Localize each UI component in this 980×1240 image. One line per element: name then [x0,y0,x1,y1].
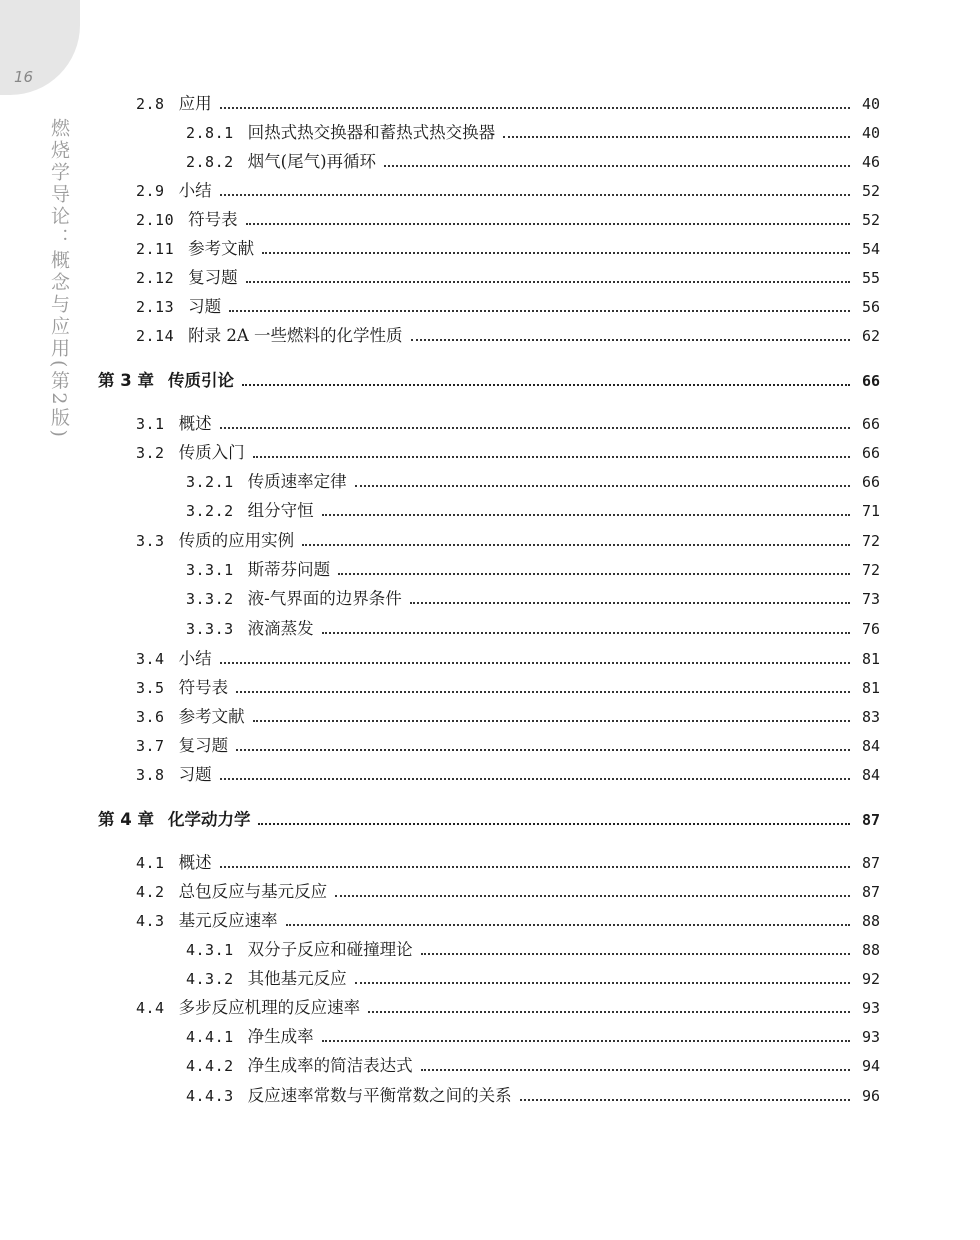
toc-entry [136,265,880,291]
toc-entry-page: 73 [861,590,880,608]
toc-entry-number: 3.7 [136,737,165,755]
toc-entry-number: 3.2 [136,444,165,462]
toc-entry-number: 2.11 [136,240,175,258]
toc-entry [186,1053,880,1079]
toc-entry-number: 4.4.2 [186,1057,234,1075]
dot-leader [236,691,850,693]
toc-entry-page: 94 [861,1057,880,1075]
dot-leader [220,427,850,429]
dot-leader [220,778,850,780]
toc-entry-title: 参考文献 [188,239,255,258]
dot-leader [253,720,850,722]
toc-entry-title: 习题 [188,297,222,316]
dot-leader [410,602,850,604]
toc-entry-page: 56 [861,298,880,316]
dot-leader [355,485,850,487]
toc-entry-page: 40 [861,95,880,113]
toc-entry-number: 4.3.1 [186,941,234,959]
toc-entry-number: 4.1 [136,854,165,872]
toc-entry-number: 4.2 [136,883,165,901]
toc-entry-title: 多步反应机理的反应速率 [178,998,361,1017]
toc-entry-page: 93 [861,1028,880,1046]
dot-leader [246,223,850,225]
toc-entry [136,323,880,349]
dot-leader [368,1011,850,1013]
toc-entry-number: 4.4.3 [186,1087,234,1105]
toc-entry [186,557,880,583]
toc-entry-number: 2.10 [136,211,175,229]
toc-entry [136,178,880,204]
toc-entry [136,704,880,730]
toc-entry-number: 4.4.1 [186,1028,234,1046]
dot-leader [322,514,850,516]
toc-entry-page: 87 [861,811,880,829]
toc-entry [136,411,880,437]
toc-entry-number: 3.3.3 [186,620,234,638]
toc-entry-title: 斯蒂芬问题 [247,560,331,579]
toc-entry-title: 符号表 [178,678,229,697]
toc-entry-page: 62 [861,327,880,345]
toc-entry-number: 3.4 [136,650,165,668]
toc-entry-title: 小结 [178,649,212,668]
dot-leader [355,982,850,984]
toc-entry-page: 87 [861,883,880,901]
toc-entry-number: 3.3.2 [186,590,234,608]
toc-entry-page: 66 [861,444,880,462]
toc-entry-number: 2.14 [136,327,175,345]
toc-entry [186,469,880,495]
toc-entry-page: 87 [861,854,880,872]
toc-entry [136,236,880,262]
dot-leader [220,866,850,868]
toc-entry-title: 组分守恒 [247,501,314,520]
dot-leader [220,107,850,109]
toc-entry-number: 3.3 [136,532,165,550]
dot-leader [421,953,850,955]
toc-entry-page: 92 [861,970,880,988]
toc-entry-page: 76 [861,620,880,638]
toc-entry [186,1083,880,1109]
toc-entry-page: 72 [861,532,880,550]
toc-entry [186,120,880,146]
toc-entry-number: 2.9 [136,182,165,200]
toc-entry-page: 93 [861,999,880,1017]
dot-leader [322,1040,850,1042]
toc-entry-page: 72 [861,561,880,579]
toc-entry [186,937,880,963]
dot-leader [322,632,850,634]
toc-entry-page: 71 [861,502,880,520]
toc-entry-number: 第 4 章 [98,810,154,829]
toc-entry-number: 3.6 [136,708,165,726]
dot-leader [220,662,850,664]
toc-entry [186,1024,880,1050]
toc-entry-page: 40 [861,124,880,142]
toc-entry-title: 符号表 [188,210,238,229]
dot-leader [242,384,850,386]
toc-entry [136,850,880,876]
toc-entry-title: 回热式热交换器和蓄热式热交换器 [247,123,496,142]
dot-leader [246,281,850,283]
toc-entry-title: 应用 [178,94,212,113]
toc-entry-title: 液-气界面的边界条件 [247,589,402,608]
toc-entry [186,586,880,612]
dot-leader [335,895,850,897]
toc-entry-title: 附录 2A 一些燃料的化学性质 [188,326,403,345]
toc-entry-page: 66 [861,473,880,491]
toc-entry-title: 习题 [178,765,212,784]
toc-entry-title: 传质速率定律 [247,472,347,491]
toc-entry-page: 81 [861,650,880,668]
dot-leader [302,544,850,546]
toc-entry-title: 净生成率的简洁表达式 [247,1056,413,1075]
toc-entry [186,498,880,524]
toc-entry-number: 3.5 [136,679,165,697]
toc-entry-page: 55 [861,269,880,287]
toc-entry-title: 传质的应用实例 [178,531,295,550]
dot-leader [253,456,850,458]
toc-entry-page: 52 [861,211,880,229]
toc-entry-page: 46 [861,153,880,171]
dot-leader [338,573,850,575]
dot-leader [286,924,850,926]
dot-leader [262,252,850,254]
toc-chapter-entry [98,368,880,394]
toc-entry [186,149,880,175]
toc-entry-title: 化学动力学 [167,810,251,829]
toc-entry-title: 反应速率常数与平衡常数之间的关系 [247,1086,512,1105]
toc-entry-page: 84 [861,737,880,755]
toc-entry-number: 3.3.1 [186,561,234,579]
page-number: 16 [14,68,34,86]
toc-entry [136,646,880,672]
toc-entry [136,528,880,554]
toc-entry-number: 4.3 [136,912,165,930]
toc-entry-number: 第 3 章 [98,371,154,390]
toc-entry [136,879,880,905]
toc-entry-number: 2.13 [136,298,175,316]
toc-entry [136,733,880,759]
toc-entry-number: 2.8.1 [186,124,234,142]
toc-entry [186,966,880,992]
toc-entry [136,440,880,466]
toc-entry-number: 3.2.2 [186,502,234,520]
toc-entry-number: 2.8 [136,95,165,113]
toc-entry [136,995,880,1021]
toc-entry-title: 参考文献 [178,707,245,726]
toc-entry-title: 概述 [178,853,212,872]
toc-entry-page: 66 [861,372,880,390]
running-book-title: 燃烧学导论：概念与应用(第2版) [48,118,70,440]
dot-leader [236,749,850,751]
toc-entry-title: 液滴蒸发 [247,619,314,638]
toc-entry-page: 96 [861,1087,880,1105]
toc-entry-title: 小结 [178,181,212,200]
toc-entry [136,207,880,233]
toc-entry-number: 2.12 [136,269,175,287]
dot-leader [503,136,850,138]
toc-entry-number: 3.2.1 [186,473,234,491]
toc-entry-title: 基元反应速率 [178,911,278,930]
toc-entry-page: 88 [861,912,880,930]
dot-leader [229,310,850,312]
toc-entry-page: 88 [861,941,880,959]
toc-entry [136,294,880,320]
toc-entry-title: 净生成率 [247,1027,314,1046]
dot-leader [411,339,850,341]
toc-entry-title: 传质入门 [178,443,245,462]
toc-entry [136,908,880,934]
toc-entry-title: 双分子反应和碰撞理论 [247,940,413,959]
dot-leader [258,823,850,825]
toc-entry-title: 传质引论 [167,371,234,390]
dot-leader [384,165,850,167]
toc-entry-number: 3.1 [136,415,165,433]
toc-entry-number: 3.8 [136,766,165,784]
toc-entry-page: 83 [861,708,880,726]
toc-entry [136,762,880,788]
toc-entry-title: 复习题 [178,736,229,755]
toc-entry-page: 52 [861,182,880,200]
toc-entry-page: 84 [861,766,880,784]
toc-entry-page: 81 [861,679,880,697]
toc-entry-number: 4.4 [136,999,165,1017]
toc-entry-title: 其他基元反应 [247,969,347,988]
toc-entry-number: 4.3.2 [186,970,234,988]
toc-entry-title: 概述 [178,414,212,433]
toc-entry-title: 复习题 [188,268,238,287]
toc-entry [136,675,880,701]
toc-entry-title: 烟气(尾气)再循环 [247,152,377,171]
toc-entry-title: 总包反应与基元反应 [178,882,328,901]
dot-leader [220,194,850,196]
toc-entry-number: 2.8.2 [186,153,234,171]
toc-entry-page: 66 [861,415,880,433]
toc-entry-page: 54 [861,240,880,258]
toc-entry [186,616,880,642]
dot-leader [421,1069,850,1071]
toc-chapter-entry [98,807,880,833]
toc-entry [136,91,880,117]
dot-leader [520,1099,850,1101]
